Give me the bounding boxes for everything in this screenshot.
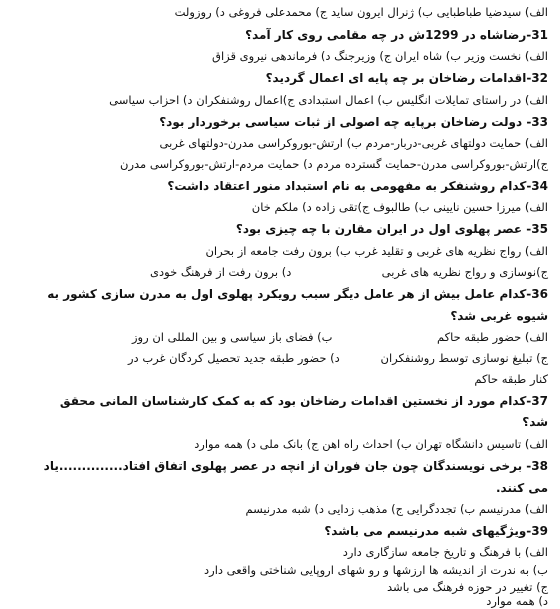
q30-options: الف) سیدضیا طباطبایی ب) ژنرال ایرون ساید ج) محمدعلی فروغی د) روزولت	[174, 5, 548, 19]
q34-options: الف) میرزا حسین نایینی ب) طالبوف ج)تقی زاده د) ملکم خان	[251, 200, 548, 214]
question-37: 37-کدام مورد از نخستین اقدامات رضاخان بود که به کمک کارشناسان المانی محقق	[59, 394, 548, 408]
q39-option-a: الف) با فرهنگ و تاریخ جامعه سازگاری دارد	[342, 545, 548, 559]
q31-options: الف) نخست وزیر ب) شاه ایران ج) وزیرجنگ د) فرماندهی نیروی قزاق	[212, 49, 548, 63]
q37-options: الف) تاسیس دانشگاه تهران ب) احداث راه اهن ج) بانک ملی د) همه موارد	[194, 437, 548, 451]
q35-options-1: الف) رواج نظریه های غربی و تقلید غرب ب) برون رفت جامعه از بحران	[205, 244, 548, 258]
question-35: 35- عصر پهلوی اول در ایران مقارن با چه چیزی بود؟	[235, 222, 548, 236]
question-39: 39-ویژگیهای شبه مدرنیسم می باشد؟	[324, 524, 548, 538]
question-37-cont: شد؟	[522, 415, 548, 429]
q36-option-b: ب) فضای باز سیاسی و بین المللی ان روز	[132, 330, 333, 344]
q36-option-c: ج) تبلیغ نوسازی توسط روشنفکران	[380, 351, 548, 365]
question-38-cont: می کنند.	[495, 481, 548, 495]
q39-option-c: ج) تغییر در حوزه فرهنگ می باشد	[387, 580, 548, 594]
q35-option-d: د) برون رفت از فرهنگ خودی	[150, 265, 292, 279]
question-38: 38- برخی نویسندگان چون جان فوران از انچه در عصر پهلوی اتفاق افتاد..............یاد	[43, 459, 548, 473]
q32-options: الف) در راستای تمایلات انگلیس ب) اعمال استبدادی ج)اعمال روشنفکران د) احزاب سیاسی	[109, 93, 548, 107]
question-32: 32-اقدامات رضاخان بر چه پایه ای اعمال گردید؟	[265, 71, 548, 85]
question-31: 31-رضاشاه در 1299ش در چه مقامی روی کار آمد؟	[245, 28, 548, 42]
question-36-cont: شیوه غربی شد؟	[450, 309, 548, 323]
q39-option-d: د) همه موارد	[486, 594, 548, 608]
q38-options: الف) مدرنیسم ب) تجددگرایی ج) مذهب زدایی د) شبه مدرنیسم	[245, 502, 548, 516]
q35-option-c: ج)نوسازی و رواج نظریه های غربی	[381, 265, 548, 279]
q39-option-b: ب) به ندرت از اندیشه ها ارزشها و رو شهای اروپایی شناختی واقعی دارد	[204, 563, 548, 577]
question-33: 33- دولت رضاخان برپایه چه اصولی از ثبات سیاسی برخوردار بود؟	[159, 115, 548, 129]
q36-option-d-cont: کنار طبقه حاکم	[474, 372, 548, 386]
q33-options-1: الف) حمایت دولتهای غربی-دربار-مردم ب) ارتش-بوروکراسی مدرن-دولتهای غربی	[159, 136, 548, 150]
q36-option-a: الف) حضور طبقه حاکم	[437, 330, 548, 344]
question-34: 34-کدام روشنفکر به مفهومی به نام استبداد منور اعتقاد داشت؟	[167, 179, 548, 193]
q36-option-d: د) حضور طبقه جدید تحصیل کردگان غرب در	[128, 351, 340, 365]
q33-options-2: ج)ارتش-بوروکراسی مدرن-حمایت گسترده مردم د) حمایت مردم-ارتش-بوروکراسی مدرن	[120, 157, 548, 171]
question-36: 36-کدام عامل بیش از هر عامل دیگر سبب رویکرد پهلوی اول به مدرن سازی کشور به	[47, 287, 548, 301]
